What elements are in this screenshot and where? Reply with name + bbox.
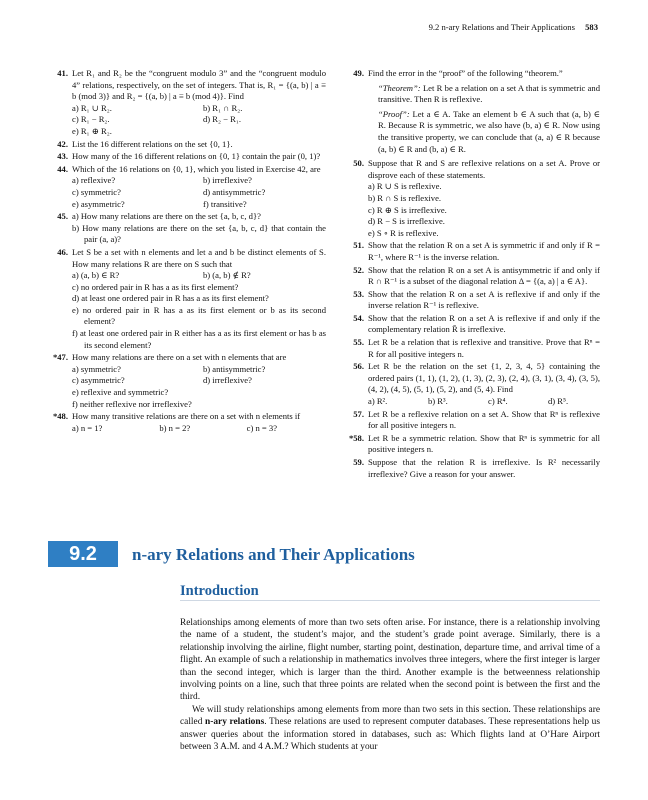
exercise-text: Suppose that the relation R is irreflexive. Is R² necessarily irreflexive? Give a reason for your answer.: [368, 457, 600, 479]
exercise-part: f) at least one ordered pair in R either has a as its first element or has b as its second element?: [72, 328, 326, 350]
exercise-53: [344, 289, 600, 312]
exercise-43: [48, 151, 326, 163]
introduction-body: [180, 617, 600, 753]
exercise-part: b) antisymmetric?: [203, 363, 266, 374]
exercise-parts: [72, 211, 326, 246]
exercise-part: a) R ∪ S is reflexive.: [368, 181, 442, 192]
exercise-number: 42.: [57, 138, 68, 149]
exercise-number: 52.: [353, 264, 364, 275]
exercise-part: d) antisymmetric?: [203, 186, 266, 197]
exercise-part: c) n = 3?: [246, 422, 278, 433]
exercise-part: c) no ordered pair in R has a as its first element?: [72, 281, 239, 292]
running-header: [429, 22, 598, 32]
exercise-text: Let R be a symmetric relation. Show that Rⁿ is symmetric for all positive integers n.: [368, 432, 600, 455]
exercise-part: e) reflexive and symmetric?: [72, 387, 169, 398]
exercise-text: Let R be a reflexive relation on a set A. Show that Rⁿ is reflexive for all positive integers n.: [368, 408, 600, 431]
exercise-part: a) reflexive?: [72, 175, 116, 186]
intro-p2-end: . These relations are used to represent computer databases. These representations help us answer queries about the information stored in databases, such as: Which flights land at O’Hare Airport between 3 A.M. and 4 A.M.? Which students at your: [180, 717, 601, 753]
exercise-part: b) R ∩ S is reflexive.: [368, 192, 442, 203]
page-number: 583: [585, 22, 598, 32]
exercise-part: a) How many relations are there on the set {a, b, c, d}?: [72, 211, 261, 222]
heading-rule: [180, 600, 600, 601]
exercise-text: Show that the relation R on a set A is symmetric if and only if R = R⁻¹, where R⁻¹ is the inverse relation.: [368, 240, 600, 262]
exercise-45: [48, 211, 326, 246]
exercise-56: [344, 361, 600, 407]
exercise-part: e) asymmetric?: [72, 198, 125, 209]
exercise-number: 46.: [57, 246, 68, 257]
intro-p2-start: We will study relationships among elements from more than two sets in this section. These relationships are called: [180, 704, 600, 728]
exercise-parts: [72, 270, 326, 282]
exercise-part: b) R³.: [428, 396, 448, 407]
theorem-label: “Theorem”:: [378, 82, 421, 93]
exercise-text: Let R₁ and R₂ be the “congruent modulo 3” and the “congruent modulo 4” relations, respectively, on the set of integers. That is, R₁ = {(a, b) | a ≡ b (mod 3)} and R₂ = {(a, b) | a ≡ b (mod 4)}. Find: [72, 68, 326, 102]
exercise-part: a) R₁ ∪ R₂.: [72, 102, 112, 113]
exercise-number: *58.: [348, 432, 364, 443]
exercise-part: c) symmetric?: [72, 186, 121, 197]
exercise-parts: [368, 181, 600, 239]
exercise-47: [48, 352, 326, 410]
exercise-number: 49.: [353, 68, 364, 78]
exercise-parts: [72, 282, 326, 352]
exercise-part: e) S ∘ R is reflexive.: [368, 227, 439, 238]
exercise-50: [344, 158, 600, 239]
exercise-58: [344, 433, 600, 456]
exercise-number: 44.: [57, 163, 68, 174]
exercise-text: How many of the 16 different relations on {0, 1} contain the pair (0, 1)?: [72, 151, 321, 162]
exercise-59: [344, 457, 600, 480]
exercise-42: [48, 139, 326, 151]
intro-paragraph-1: Relationships among elements of more than two sets often arise. For instance, there is a relationship involving the name of a student, the student’s major, and the student’s grade point average. Similarly, there is a relationship involving the airline, flight number, starting point, destination, departure time, and arrival time of a flight. An example of such a relationship in mathematics involves three integers, where the first integer is larger than the second integer, which is larger than the third. Another example is the betweenness relationship involving points on a line, such that three points are related when the second point is between the first and the third.: [180, 618, 600, 703]
exercise-part: a) n = 1?: [72, 422, 103, 433]
exercise-part: b) n = 2?: [159, 422, 191, 433]
exercise-part: d) R − S is irreflexive.: [368, 216, 445, 227]
exercise-text: Show that the relation R on a set A is reflexive if and only if the inverse relation R⁻¹ is reflexive.: [368, 288, 600, 311]
exercise-48: [48, 411, 326, 434]
exercise-number: 59.: [353, 457, 364, 467]
section-title: n-ary Relations and Their Applications: [132, 545, 415, 564]
exercise-text: Which of the 16 relations on {0, 1}, which you listed in Exercise 42, are: [72, 163, 321, 174]
exercise-55: [344, 337, 600, 360]
section-number-badge: 9.2: [48, 541, 118, 567]
intro-paragraph-2: [180, 704, 600, 754]
exercise-text: List the 16 different relations on the set {0, 1}.: [72, 138, 233, 149]
term-n-ary-relations: n-ary relations: [205, 717, 265, 728]
exercise-parts: [72, 423, 326, 435]
exercise-part: d) at least one ordered pair in R has a as its first element?: [72, 293, 269, 304]
exercise-number: *47.: [52, 352, 68, 363]
exercise-parts: [72, 175, 326, 210]
exercise-parts: [72, 387, 326, 410]
exercise-part: e) R₁ ⊕ R₂.: [72, 125, 112, 136]
exercise-number: 57.: [353, 408, 364, 419]
proof-block: [368, 109, 600, 155]
exercise-part: f) transitive?: [203, 198, 247, 209]
exercise-text: Let R be a relation that is reflexive and transitive. Prove that Rⁿ = R for all positive integers n.: [368, 337, 600, 359]
theorem-block: [368, 83, 600, 106]
exercise-44: [48, 164, 326, 210]
right-exercise-column: [344, 68, 600, 481]
exercise-part: d) R₂ − R₁.: [203, 114, 242, 125]
exercise-part: b) How many relations are there on the set {a, b, c, d} that contain the pair (a, a)?: [72, 222, 326, 245]
exercise-text: Suppose that R and S are reflexive relations on a set A. Prove or disprove each of these statements.: [368, 158, 600, 180]
exercise-number: 51.: [353, 240, 364, 251]
running-title: 9.2 n-ary Relations and Their Applications: [428, 22, 575, 32]
exercise-49: [344, 68, 600, 155]
exercise-part: a) symmetric?: [72, 363, 121, 374]
exercise-part: a) (a, b) ∈ R?: [72, 270, 120, 281]
exercise-parts: [72, 103, 326, 138]
exercise-text: How many transitive relations are there on a set with n elements if: [72, 411, 301, 422]
exercise-number: 56.: [353, 361, 364, 372]
exercise-part: c) R ⊕ S is irreflexive.: [368, 204, 447, 215]
proof-label: “Proof”:: [378, 108, 410, 119]
exercise-part: e) no ordered pair in R has a as its first element or b as its second element?: [72, 304, 326, 327]
exercise-number: 45.: [57, 211, 68, 222]
exercise-number: *48.: [52, 411, 68, 422]
exercise-part: c) asymmetric?: [72, 375, 125, 386]
exercise-number: 41.: [57, 68, 68, 78]
exercise-part: d) R⁵.: [548, 396, 569, 407]
exercise-number: 43.: [57, 151, 68, 162]
exercise-number: 55.: [353, 337, 364, 348]
exercise-text: Find the error in the “proof” of the following “theorem.”: [368, 68, 563, 78]
exercise-text: Show that the relation R on a set A is antisymmetric if and only if R ∩ R⁻¹ is a subset of the diagonal relation Δ = {(a, a) | a ∈ A}.: [368, 264, 600, 287]
exercise-text: Let R be the relation on the set {1, 2, 3, 4, 5} containing the ordered pairs (1, 1), (1, 2), (1, 3), (2, 3), (2, 4), (3, 1), (3, 4), (3, 5), (4, 2), (4, 5), (5, 1), (5, 2), and (5, 4). Find: [368, 361, 600, 395]
exercise-parts: [72, 364, 326, 387]
exercise-part: b) R₁ ∩ R₂.: [203, 102, 243, 113]
exercise-41: [48, 68, 326, 138]
exercise-46: [48, 247, 326, 351]
exercise-number: 54.: [353, 312, 364, 323]
exercise-part: a) R².: [368, 396, 388, 407]
exercise-text: Show that the relation R on a set A is reflexive if and only if the complementary relation R̄ is irreflexive.: [368, 312, 600, 335]
exercise-part: b) (a, b) ∉ R?: [203, 270, 251, 281]
proof-text: Let a ∈ A. Take an element b ∈ A such that (a, b) ∈ R. Because R is symmetric, we also have (b, a) ∈ R. Now using the transitive property, we can conclude that (a, a) ∈ R because (a, b) ∈ R and (b, a) ∈ R.: [378, 108, 600, 154]
exercise-part: b) irreflexive?: [203, 175, 252, 186]
exercise-part: c) R₁ − R₂.: [72, 114, 110, 125]
exercise-part: d) irreflexive?: [203, 375, 252, 386]
exercise-text: How many relations are there on a set with n elements that are: [72, 352, 287, 363]
exercise-parts: [368, 396, 600, 408]
exercise-57: [344, 409, 600, 432]
exercise-51: [344, 240, 600, 263]
introduction-heading: Introduction: [180, 583, 259, 599]
left-exercise-column: [48, 68, 326, 435]
theorem-text: Let R be a relation on a set A that is symmetric and transitive. Then R is reflexive.: [378, 82, 601, 105]
exercise-number: 53.: [353, 288, 364, 299]
exercise-54: [344, 313, 600, 336]
exercise-part: f) neither reflexive nor irreflexive?: [72, 398, 192, 409]
exercise-part: c) R⁴.: [488, 396, 508, 407]
exercise-52: [344, 265, 600, 288]
exercise-text: Let S be a set with n elements and let a and b be distinct elements of S. How many relations R are there on S such that: [72, 246, 326, 269]
exercise-number: 50.: [353, 158, 364, 169]
